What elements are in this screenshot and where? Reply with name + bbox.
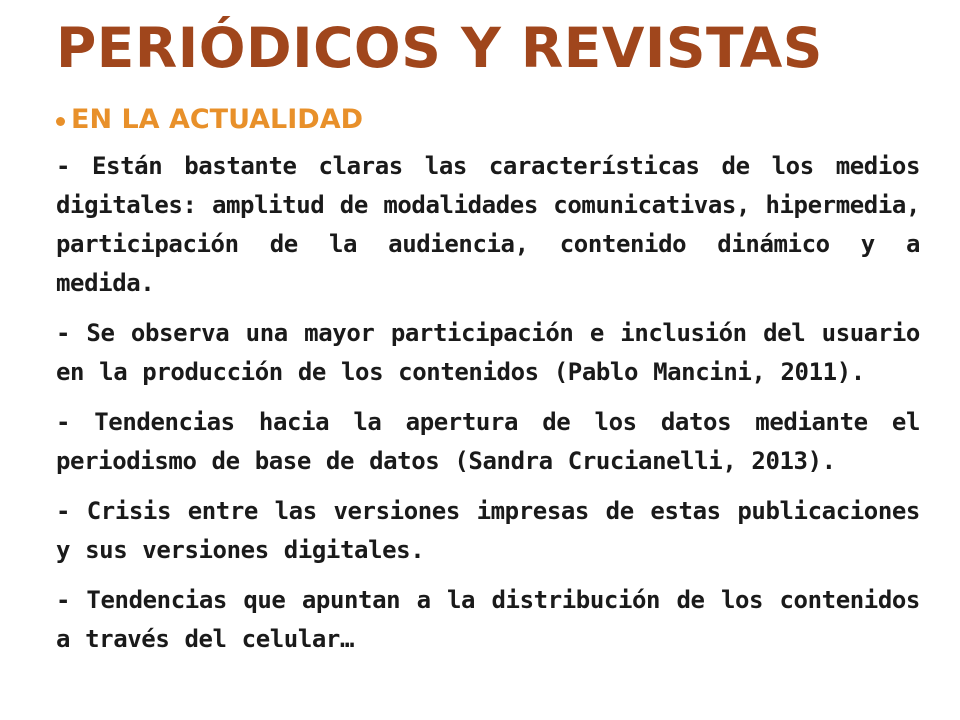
paragraph-4: - Crisis entre las versiones impresas de estas publicaciones y sus versiones digitales.: [56, 497, 920, 564]
paragraph-3: - Tendencias hacia la apertura de los datos mediante el periodismo de base de datos (Sandra Crucianelli, 2013).: [56, 408, 920, 475]
subtitle-bullet-row: [56, 100, 916, 140]
slide-body: [56, 147, 920, 670]
paragraph-5: - Tendencias que apuntan a la distribución de los contenidos a través del celular…: [56, 586, 920, 653]
paragraph-2: - Se observa una mayor participación e inclusión del usuario en la producción de los contenidos (Pablo Mancini, 2011).: [56, 319, 920, 386]
bullet-dot-icon: [56, 117, 65, 126]
slide-title: PERIÓDICOS Y REVISTAS: [56, 16, 823, 80]
slide-subtitle: EN LA ACTUALIDAD: [71, 104, 364, 135]
paragraph-1: - Están bastante claras las características de los medios digitales: amplitud de modalidades comunicativas, hipermedia, participación de la audiencia, contenido dinámico y a medida.: [56, 152, 920, 297]
